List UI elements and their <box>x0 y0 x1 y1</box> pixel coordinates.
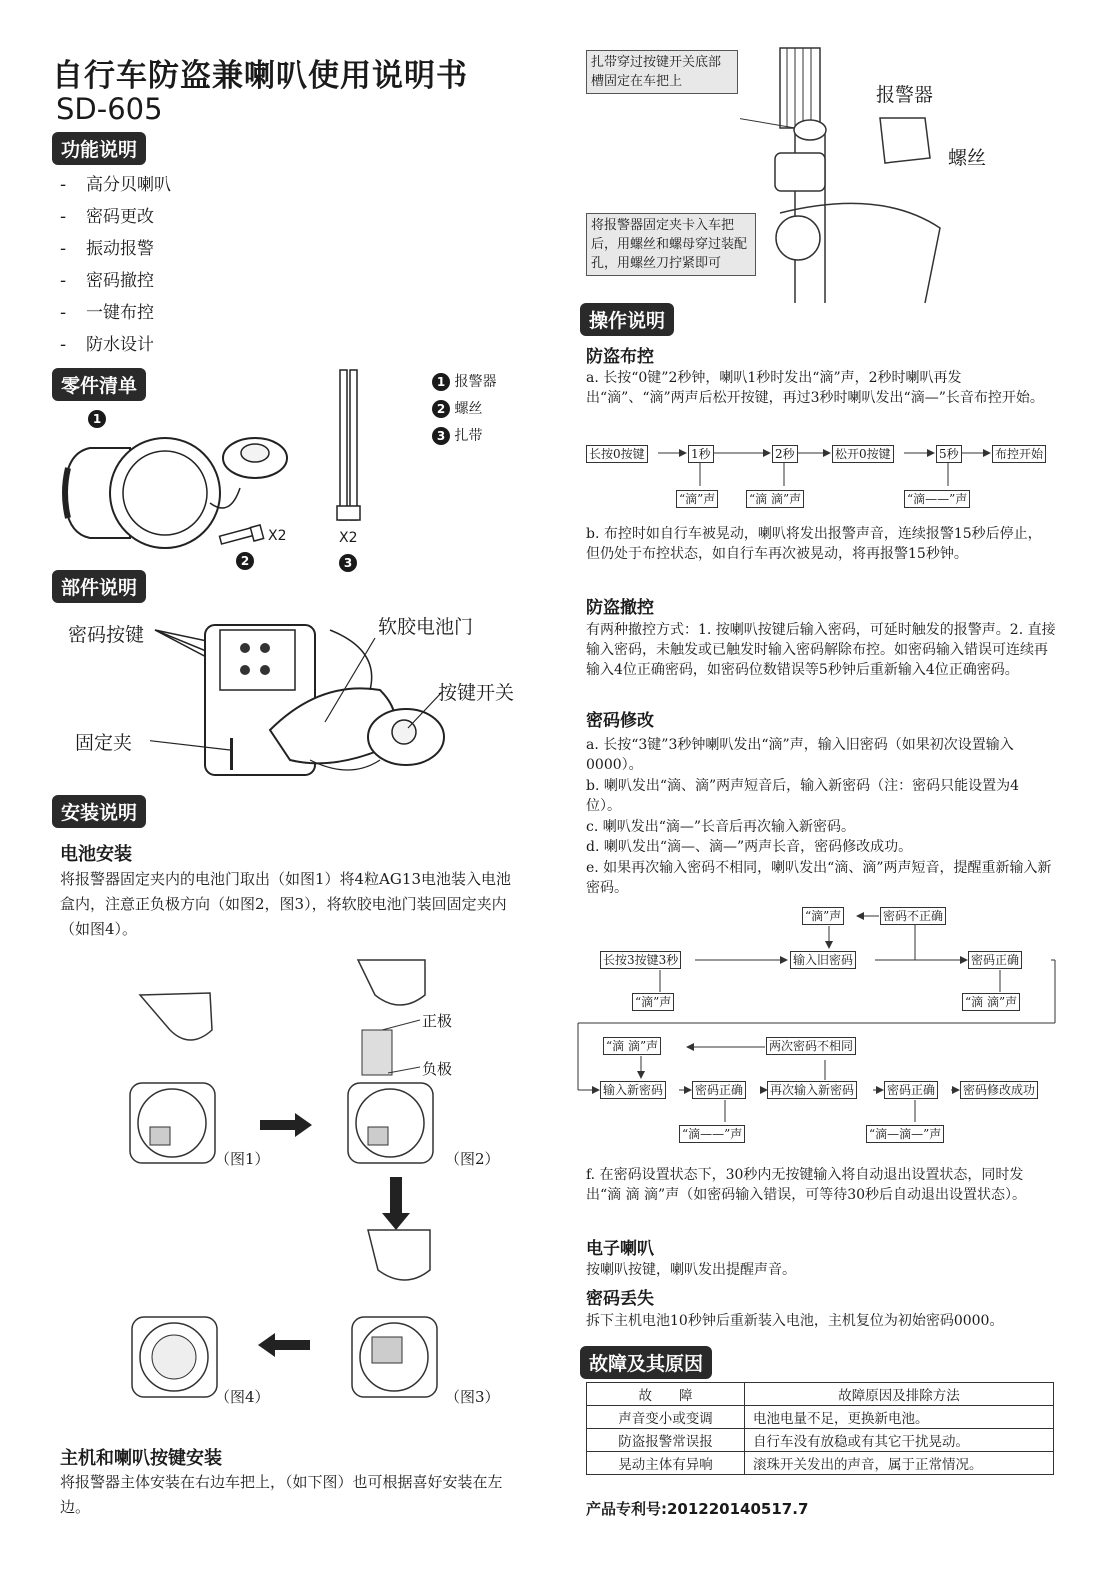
flow-node: 输入新密码 <box>600 1081 666 1099</box>
screw-illustration <box>218 524 268 550</box>
flow-step: 1秒 <box>688 445 714 463</box>
fault-cell: 晃动主体有异响 <box>587 1452 745 1475</box>
battery-install-figures <box>120 955 520 1415</box>
flow-node: 密码不正确 <box>880 907 946 925</box>
feature-item: - 密码撤控 <box>60 271 154 291</box>
feature-item: - 振动报警 <box>60 239 154 259</box>
disarm-title: 防盗撤控 <box>586 598 654 618</box>
battery-install-text: 将报警器固定夹内的电池门取出（如图1）将4粒AG13电池装入电池盒内，注意正负极方向（如图2，图3），将软胶电池门装回固定夹内（如图4）。 <box>60 870 511 938</box>
table-row <box>587 1429 1054 1452</box>
flow-node: “滴”声 <box>802 907 844 925</box>
table-row <box>587 1452 1054 1475</box>
flow-step: 5秒 <box>936 445 962 463</box>
change-text-f: f. 在密码设置状态下，30秒内无按键输入将自动退出设置状态，同时发出“滴 滴 滴”声（如密码输入错误，可等待30秒后自动退出设置状态）。 <box>586 1167 1027 1203</box>
flow-node: “滴”声 <box>632 993 674 1011</box>
flow-sound: “滴”声 <box>676 490 718 508</box>
fault-table <box>586 1382 1054 1475</box>
host-install-title: 主机和喇叭按键安装 <box>60 1448 222 1469</box>
flow-node: 密码正确 <box>884 1081 938 1099</box>
part-marker-1: 1 <box>88 408 106 428</box>
fault-table-header <box>587 1383 1054 1406</box>
flow-node: “滴 滴”声 <box>603 1037 661 1055</box>
label-button-switch: 按键开关 <box>438 682 515 704</box>
components-heading: 部件说明 <box>52 570 146 603</box>
flow-step: 松开0按键 <box>832 445 894 463</box>
flow-sound: “滴 滴”声 <box>746 490 804 508</box>
patent-number: 产品专利号:201220140517.7 <box>586 1500 809 1518</box>
change-text-c: c. 喇叭发出“滴—”长音后再次输入新密码。 <box>586 819 856 835</box>
lost-title: 密码丢失 <box>586 1289 654 1309</box>
flow-step: 布控开始 <box>992 445 1046 463</box>
flow-node: 两次密码不相同 <box>766 1037 856 1055</box>
fig2-caption: （图2） <box>445 1150 500 1168</box>
label-screw: 螺丝 <box>948 147 987 169</box>
flow-node: “滴 滴”声 <box>962 993 1020 1011</box>
disarm-text: 有两种撤控方式：1. 按喇叭按键后输入密码，可延时触发的报警声。2. 直接输入密码，未触发或已触发时输入密码解除布控。如密码输入错误可连续再输入4位正确密码，如密码位数错误等5秒钟后重新输入4位正确密码。 <box>586 622 1056 678</box>
positive-label: 正极 <box>422 1012 453 1030</box>
arm-title: 防盗布控 <box>586 347 654 367</box>
fig3-caption: （图3） <box>445 1388 500 1406</box>
features-heading: 功能说明 <box>52 132 146 165</box>
flow-step: 长按0按键 <box>586 445 648 463</box>
zip-tie-illustration <box>334 368 364 524</box>
handlebar-mount-illustration <box>740 38 1000 308</box>
flow-node: 密码正确 <box>968 951 1022 969</box>
flow-node: “滴—滴—”声 <box>866 1125 944 1143</box>
feature-item: - 密码更改 <box>60 207 154 227</box>
arm-text-b: b. 布控时如自行车被晃动，喇叭将发出报警声音，连续报警15秒后停止，但仍处于布控状态，如自行车再次被晃动，将再报警15秒钟。 <box>586 526 1042 562</box>
operation-heading: 操作说明 <box>580 303 674 336</box>
fault-col-header: 故 障 <box>587 1383 745 1406</box>
change-title: 密码修改 <box>586 711 654 731</box>
table-row <box>587 1406 1054 1429</box>
change-text-e: e. 如果再次输入密码不相同，喇叭发出“滴、滴”两声短音，提醒重新输入新密码。 <box>586 860 1052 896</box>
flow-node: 再次输入新密码 <box>767 1081 857 1099</box>
flow-node: 密码正确 <box>692 1081 746 1099</box>
horn-text: 按喇叭按键，喇叭发出提醒声音。 <box>586 1262 796 1278</box>
label-password-keys: 密码按键 <box>68 624 145 646</box>
flow-node: “滴——”声 <box>679 1125 745 1143</box>
part-marker-2: 2 <box>236 550 254 570</box>
negative-label: 负极 <box>422 1060 453 1078</box>
part-marker-3: 3 <box>339 552 357 572</box>
lost-text: 拆下主机电池10秒钟后重新装入电池，主机复位为初始密码0000。 <box>586 1313 1004 1329</box>
page-title: 自行车防盗兼喇叭使用说明书 <box>52 58 468 94</box>
legend-item: 2 螺丝 <box>432 398 482 418</box>
feature-item: - 高分贝喇叭 <box>60 175 171 195</box>
fig1-caption: （图1） <box>215 1150 270 1168</box>
change-text-a: a. 长按“3键”3秒钟喇叭发出“滴”声，输入旧密码（如果初次设置输入0000）。 <box>586 737 1014 773</box>
flow-sound: “滴——”声 <box>904 490 970 508</box>
horn-title: 电子喇叭 <box>586 1239 654 1259</box>
callout-zip-tie: 扎带穿过按键开关底部槽固定在车把上 <box>586 50 738 94</box>
feature-item: - 一键布控 <box>60 303 154 323</box>
change-text-b: b. 喇叭发出“滴、滴”两声短音后，输入新密码（注：密码只能设置为4位）。 <box>586 778 1020 814</box>
model-number: SD-605 <box>56 92 163 126</box>
parts-heading: 零件清单 <box>52 368 146 401</box>
label-alarm: 报警器 <box>876 84 934 106</box>
arm-text-a: a. 长按“0键”2秒钟，喇叭1秒时发出“滴”声，2秒时喇叭再发出“滴”、“滴”两声后松开按键，再过3秒时喇叭发出“滴—”长音布控开始。 <box>586 370 1044 406</box>
flow-node: 长按3按键3秒 <box>600 951 681 969</box>
flow-node: 输入旧密码 <box>790 951 856 969</box>
change-text-d: d. 喇叭发出“滴—、滴—”两声长音，密码修改成功。 <box>586 839 913 855</box>
change-flow-connectors <box>575 900 1065 1150</box>
label-battery-door: 软胶电池门 <box>378 616 474 638</box>
strap-qty: X2 <box>339 530 358 546</box>
feature-item: - 防水设计 <box>60 335 154 355</box>
legend-item: 1 报警器 <box>432 371 496 391</box>
fault-cell: 声音变小或变调 <box>587 1406 745 1429</box>
install-heading: 安装说明 <box>52 795 146 828</box>
flow-step: 2秒 <box>772 445 798 463</box>
flow-node: 密码修改成功 <box>960 1081 1038 1099</box>
cause-col-header: 故障原因及排除方法 <box>745 1383 1054 1406</box>
host-install-text: 将报警器主体安装在右边车把上，（如下图）也可根据喜好安装在左边。 <box>60 1473 503 1516</box>
screw-qty: X2 <box>268 528 287 544</box>
cause-cell: 自行车没有放稳或有其它干扰晃动。 <box>745 1429 1054 1452</box>
legend-item: 3 扎带 <box>432 425 482 445</box>
faults-heading: 故障及其原因 <box>580 1346 712 1379</box>
cause-cell: 滚珠开关发出的声音，属于正常情况。 <box>745 1452 1054 1475</box>
fig4-caption: （图4） <box>215 1388 270 1406</box>
label-clamp: 固定夹 <box>75 732 133 754</box>
battery-install-title: 电池安装 <box>60 844 132 865</box>
cause-cell: 电池电量不足，更换新电池。 <box>745 1406 1054 1429</box>
fault-cell: 防盗报警常误报 <box>587 1429 745 1452</box>
callout-clamp: 将报警器固定夹卡入车把后，用螺丝和螺母穿过装配孔，用螺丝刀拧紧即可 <box>586 213 756 276</box>
components-illustration <box>150 610 530 790</box>
